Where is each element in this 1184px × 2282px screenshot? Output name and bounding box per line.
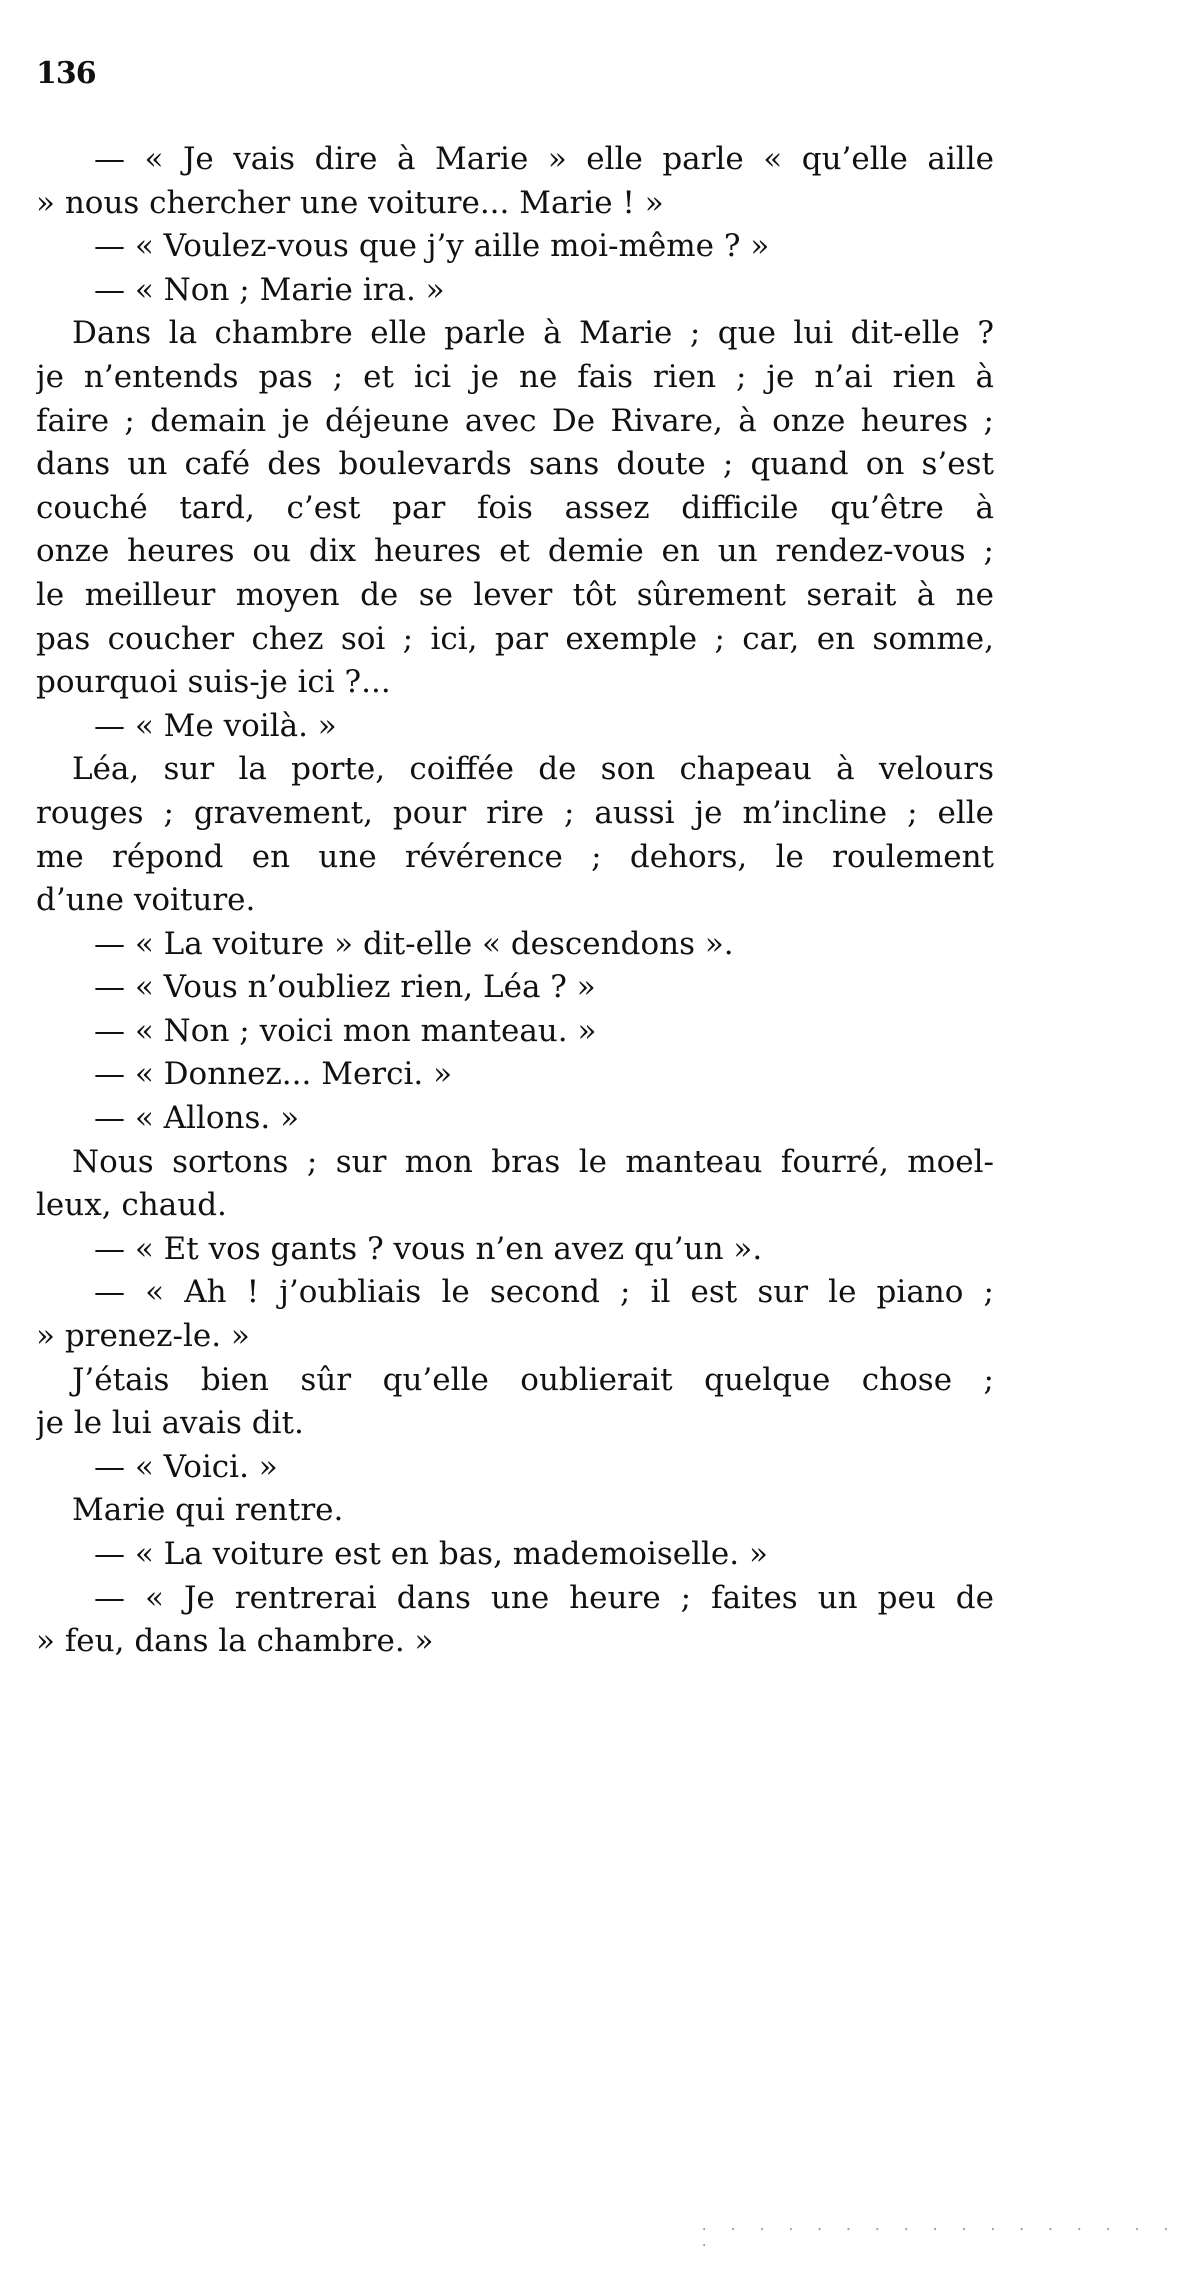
text-line: me répond en une révérence ; dehors, le roulement [36, 838, 994, 875]
text-line: d’une voiture. [36, 882, 256, 919]
text-line: pourquoi suis-je ici ?... [36, 664, 391, 701]
text-line: onze heures ou dix heures et demie en un rendez-vous ; [36, 533, 994, 570]
text-line: faire ; demain je déjeune avec De Rivare, à onze heures ; [36, 402, 994, 439]
text-line: Nous sortons ; sur mon bras le manteau fourré, moel- [72, 1143, 994, 1180]
text-line: le meilleur moyen de se lever tôt sûrement serait à ne [36, 576, 994, 613]
text-line: — « Vous n’oubliez rien, Léa ? » [94, 969, 596, 1006]
text-line: je n’entends pas ; et ici je ne fais rien ; je n’ai rien à [36, 358, 994, 395]
page-number: 136 [36, 56, 96, 91]
text-line: je le lui avais dit. [36, 1405, 304, 1442]
text-line: — « Non ; voici mon manteau. » [94, 1012, 597, 1049]
page-body-text [36, 138, 994, 1664]
scan-noise-marks: ⋅ ⋅ ⋅ ⋅ ⋅ ⋅ ⋅ ⋅ ⋅ ⋅ ⋅ ⋅ ⋅ ⋅ ⋅ ⋅ ⋅ ⋅ [700, 2222, 1177, 2254]
text-line: Léa, sur la porte, coiffée de son chapeau à velours [72, 751, 994, 788]
text-line: couché tard, c’est par fois assez difficile qu’être à [36, 489, 994, 526]
text-line: — « Non ; Marie ira. » [94, 271, 445, 308]
text-line: » feu, dans la chambre. » [36, 1623, 434, 1660]
text-line: — « La voiture » dit-elle « descendons ». [94, 925, 734, 962]
text-line: — « Donnez... Merci. » [94, 1056, 453, 1093]
text-line: — « Allons. » [94, 1100, 300, 1137]
text-line: — « Et vos gants ? vous n’en avez qu’un ». [94, 1230, 763, 1267]
text-line: Dans la chambre elle parle à Marie ; que lui dit-elle ? [72, 315, 994, 352]
text-line: leux, chaud. [36, 1187, 227, 1224]
text-line: » nous chercher une voiture... Marie ! » [36, 184, 664, 221]
text-line: — « Me voilà. » [94, 707, 337, 744]
text-line: — « Voici. » [94, 1448, 278, 1485]
text-line: — « Je rentrerai dans une heure ; faites un peu de [94, 1579, 994, 1616]
text-line: — « La voiture est en bas, mademoiselle. » [94, 1536, 768, 1572]
text-line: — « Je vais dire à Marie » elle parle « qu’elle aille [94, 141, 994, 177]
text-line: dans un café des boulevards sans doute ; quand on s’est [36, 446, 994, 483]
text-line: rouges ; gravement, pour rire ; aussi je m’incline ; elle [36, 794, 994, 831]
text-line: — « Ah ! j’oubliais le second ; il est sur le piano ; [94, 1274, 994, 1311]
text-line: J’étais bien sûr qu’elle oublierait quelque chose ; [72, 1361, 994, 1398]
text-line: — « Voulez-vous que j’y aille moi-même ? » [94, 228, 770, 265]
text-line: pas coucher chez soi ; ici, par exemple ; car, en somme, [36, 620, 994, 657]
text-line: Marie qui rentre. [72, 1492, 344, 1529]
text-line: » prenez-le. » [36, 1318, 250, 1355]
